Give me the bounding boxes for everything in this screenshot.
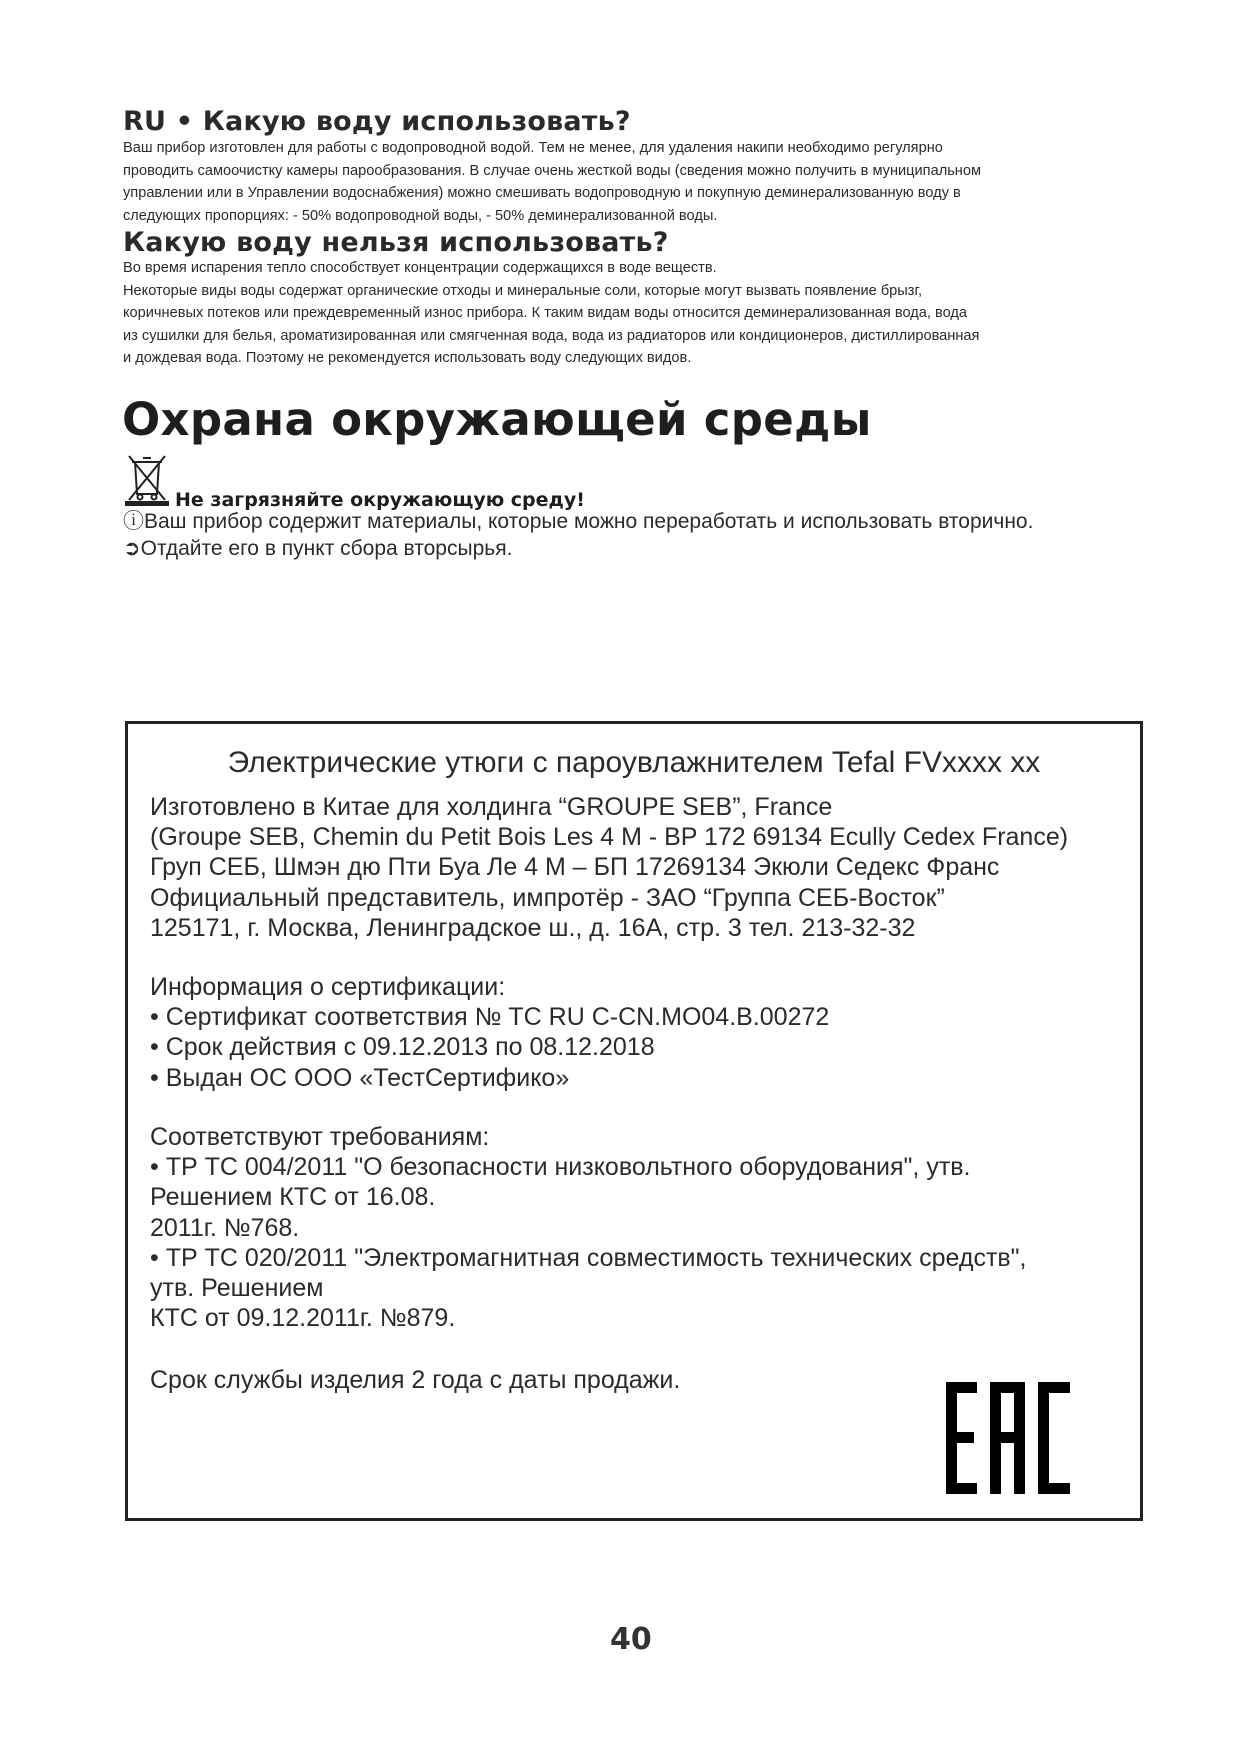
info-icon: ⓘ: [123, 510, 144, 533]
text-line: коричневых потеков или преждевременный износ прибора. К таким видам воды относится деминерализованная вода, вода: [123, 305, 967, 322]
requirements-line: 2011г. №768.: [150, 1213, 300, 1242]
certification-heading: Информация о сертификации:: [150, 973, 506, 1001]
environment-title: Охрана окружающей среды: [122, 393, 872, 446]
environment-warning: Не загрязняйте окружающую среду!: [175, 489, 585, 511]
recycle-info-text: Ваш прибор содержит материалы, которые можно переработать и использовать вторично.: [144, 510, 1034, 533]
text-line: Во время испарения тепло способствует концентрации содержащихся в воде веществ.: [123, 260, 717, 276]
manufacturer-line: Груп СЕБ, Шмэн дю Пти Буа Ле 4 М – БП 17269134 Экюли Седекс Франс: [150, 853, 1000, 882]
text-line: и дождевая вода. Поэтому не рекомендуется использовать воду следующих видов.: [123, 350, 692, 367]
text-line: проводить самоочистку камеры парообразования. В случае очень жесткой воды (сведения можно получить в муниципальном: [123, 162, 982, 179]
text-line: следующих пропорциях: - 50% водопроводной воды, - 50% деминерализованной воды.: [123, 207, 718, 224]
heading-which-water: RU • Какую воду использовать?: [123, 106, 631, 137]
requirements-line: утв. Решением: [150, 1274, 324, 1303]
eac-mark-icon: [946, 1382, 1070, 1494]
requirements-line: Решением КТС от 16.08.: [150, 1183, 436, 1212]
heading-not-water: Какую воду нельзя использовать?: [123, 227, 669, 258]
product-title: Электрические утюги с пароувлажнителем Tefal FVxxxx xx: [227, 746, 1041, 779]
recycle-info-line: [123, 509, 1033, 535]
manufacturer-line: (Groupe SEB, Chemin du Petit Bois Les 4 M - BP 172 69134 Ecully Cedex France): [150, 823, 1069, 852]
manufacturer-line: Официальный представитель, импротёр - ЗАО “Группа СЕБ-Восток”: [150, 883, 945, 912]
service-life: Срок службы изделия 2 года с даты продажи.: [150, 1366, 681, 1394]
manufacturer-line: Изготовлено в Китае для холдинга “GROUPE SEB”, France: [150, 793, 833, 821]
requirements-line: КТС от 09.12.2011г. №879.: [150, 1304, 456, 1333]
text-line: из сушилки для белья, ароматизированная или смягченная вода, вода из радиаторов или кондиционеров, дистиллированная: [123, 327, 980, 344]
text-line: Ваш прибор изготовлен для работы с водопроводной водой. Тем не менее, для удаления накипи необходимо регулярно: [123, 140, 943, 156]
requirements-heading: Соответствуют требованиям:: [150, 1123, 490, 1151]
page-number: 40: [610, 1622, 652, 1657]
arrow-icon: ➲: [123, 537, 141, 560]
certification-line: • Сертификат соответствия № TC RU C-CN.MO04.B.00272: [150, 1003, 830, 1032]
text-line: управлении или в Управлении водоснабжения) можно смешивать водопроводную и покупную деминерализованную воду в: [123, 185, 961, 202]
requirements-block: [150, 1122, 1027, 1333]
certification-block: [150, 972, 829, 1093]
requirements-line: • ТР ТС 020/2011 "Электромагнитная совместимость технических средств",: [150, 1243, 1027, 1272]
manufacturer-line: 125171, г. Москва, Ленинградское ш., д. 16А, стр. 3 тел. 213-32-32: [150, 913, 916, 942]
text-line: Некоторые виды воды содержат органические отходы и минеральные соли, которые могут вызвать появление брызг,: [123, 282, 923, 299]
manufacturer-block: [150, 792, 1068, 943]
not-water-text: [123, 257, 979, 370]
requirements-line: • ТР ТС 004/2011 "О безопасности низковольтного оборудования", утв.: [150, 1153, 971, 1182]
collection-point-text: Отдайте его в пункт сбора вторсырья.: [140, 537, 513, 560]
crossed-out-bin-icon: [123, 452, 171, 506]
certificate-box: [125, 721, 1143, 1521]
certification-line: • Выдан ОС ООО «ТестСертифико»: [150, 1063, 570, 1092]
certification-line: • Срок действия с 09.12.2013 по 08.12.2018: [150, 1033, 655, 1062]
which-water-text: [123, 137, 981, 227]
collection-point-line: [123, 536, 512, 562]
